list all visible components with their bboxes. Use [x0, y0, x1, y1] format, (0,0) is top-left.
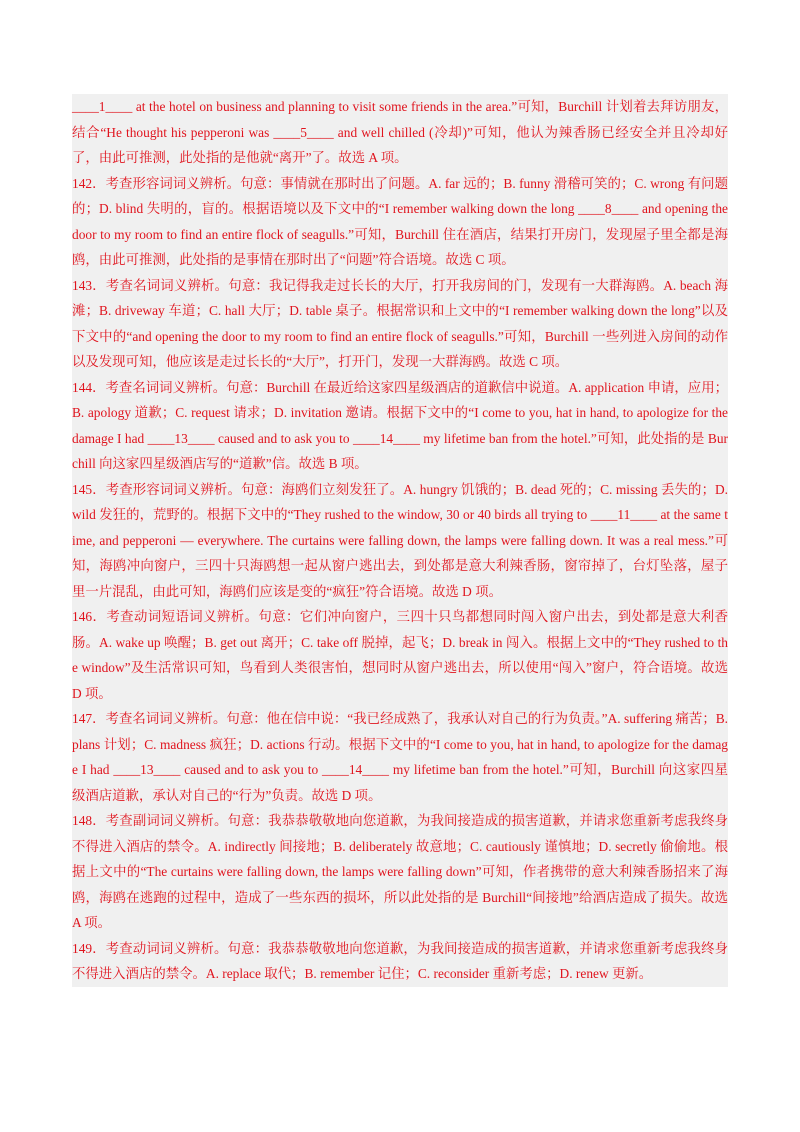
paragraph-147: 147．考查名词词义辨析。句意：他在信中说：“我已经成熟了，我承认对自己的行为负责。”A. suffering 痛苦；B. plans 计划；C. madness 疯狂；D. actions 行动。根据下文中的“I come to you, hat in hand, to apologize for the damage I had ____13____ caused and to ask you to ____14____ my lifetime ban from the hotel.”可知，Burchill 向这家四星级酒店道歉，承认对自己的“行为”负责。故选 D 项。 [72, 711, 728, 803]
paragraph-148: 148．考查副词词义辨析。句意：我恭恭敬敬地向您道歉，为我间接造成的损害道歉，并请求您重新考虑我终身不得进入酒店的禁令。A. indirectly 间接地；B. deliberately 故意地；C. cautiously 谨慎地；D. secretly 偷偷地。根据上文中的“The curtains were falling down, the lamps were falling down”可知，作者携带的意大利辣香肠招来了海鸥，海鸥在逃跑的过程中，造成了一些东西的损坏，所以此处指的是 Burchill“间接地”给酒店造成了损失。故选 A 项。 [72, 813, 728, 930]
paragraph-continuation: ____1____ at the hotel on business and planning to visit some friends in the area.”可知，Burchill 计划着去拜访朋友，结合“He thought his pepperoni was ____5____ and well chilled (冷却)”可知，他认为辣香肠已经安全并且冷却好了，由此可推测，此处指的是他就“离开”了。故选 A 项。 [72, 99, 728, 165]
paragraph-142: 142．考查形容词词义辨析。句意：事情就在那时出了问题。A. far 远的；B. funny 滑稽可笑的；C. wrong 有问题的；D. blind 失明的，盲的。根据语境以及下文中的“I remember walking down the long ____8____ and opening the door to my room to find an entire flock of seagulls.”可知，Burchill 住在酒店，结果打开房门，发现屋子里全都是海鸥，由此可推测，此处指的是事情在那时出了“问题”符合语境。故选 C 项。 [72, 175, 728, 267]
paragraph-149: 149．考查动词词义辨析。句意：我恭恭敬敬地向您道歉，为我间接造成的损害道歉，并请求您重新考虑我终身不得进入酒店的禁令。A. replace 取代；B. remember 记住；C. reconsider 重新考虑；D. renew 更新。 [72, 940, 728, 981]
paragraph-144: 144．考查名词词义辨析。句意：Burchill 在最近给这家四星级酒店的道歉信中说道。A. application 申请，应用；B. apology 道歉；C. request 请求；D. invitation 邀请。根据下文中的“I come to you, hat in hand, to apologize for the damage I had ____13____ caused and to ask you to ____14____ my lifetime ban from the hotel.”可知，此处指的是 Burchill 向这家四星级酒店写的“道歉”信。故选 B 项。 [72, 379, 728, 471]
answer-explanations [72, 94, 728, 987]
paragraph-143: 143．考查名词词义辨析。句意：我记得我走过长长的大厅，打开我房间的门，发现有一大群海鸥。A. beach 海滩；B. driveway 车道；C. hall 大厅；D. table 桌子。根据常识和上文中的“I remember walking down the long”以及下文中的“and opening the door to my room to find an entire flock of seagulls.”可知，Burchill 一些列进入房间的动作以及发现可知，他应该是走过长长的“大厅”，打开门，发现一大群海鸥。故选 C 项。 [72, 277, 728, 369]
paragraph-145: 145．考查形容词词义辨析。句意：海鸥们立刻发狂了。A. hungry 饥饿的；B. dead 死的；C. missing 丢失的；D. wild 发狂的，荒野的。根据下文中的“They rushed to the window, 30 or 40 birds all trying to ____11____ at the same time, and pepperoni — everywhere. The curtains were falling down, the lamps were falling down. It was a real mess.”可知，海鸥冲向窗户，三四十只海鸥想一起从窗户逃出去，到处都是意大利辣香肠，窗帘掉了，台灯坠落，屋子里一片混乱，由此可知，海鸥们应该是变的“疯狂”符合语境。故选 D 项。 [72, 481, 728, 599]
paragraph-146: 146．考查动词短语词义辨析。句意：它们冲向窗户，三四十只鸟都想同时闯入窗户出去，到处都是意大利香肠。A. wake up 唤醒；B. get out 离开；C. take off 脱掉，起飞；D. break in 闯入。根据上文中的“They rushed to the window”及生活常识可知，鸟看到人类很害怕，想同时从窗户逃出去，所以使用“闯入”窗户，符合语境。故选 D 项。 [72, 609, 728, 701]
